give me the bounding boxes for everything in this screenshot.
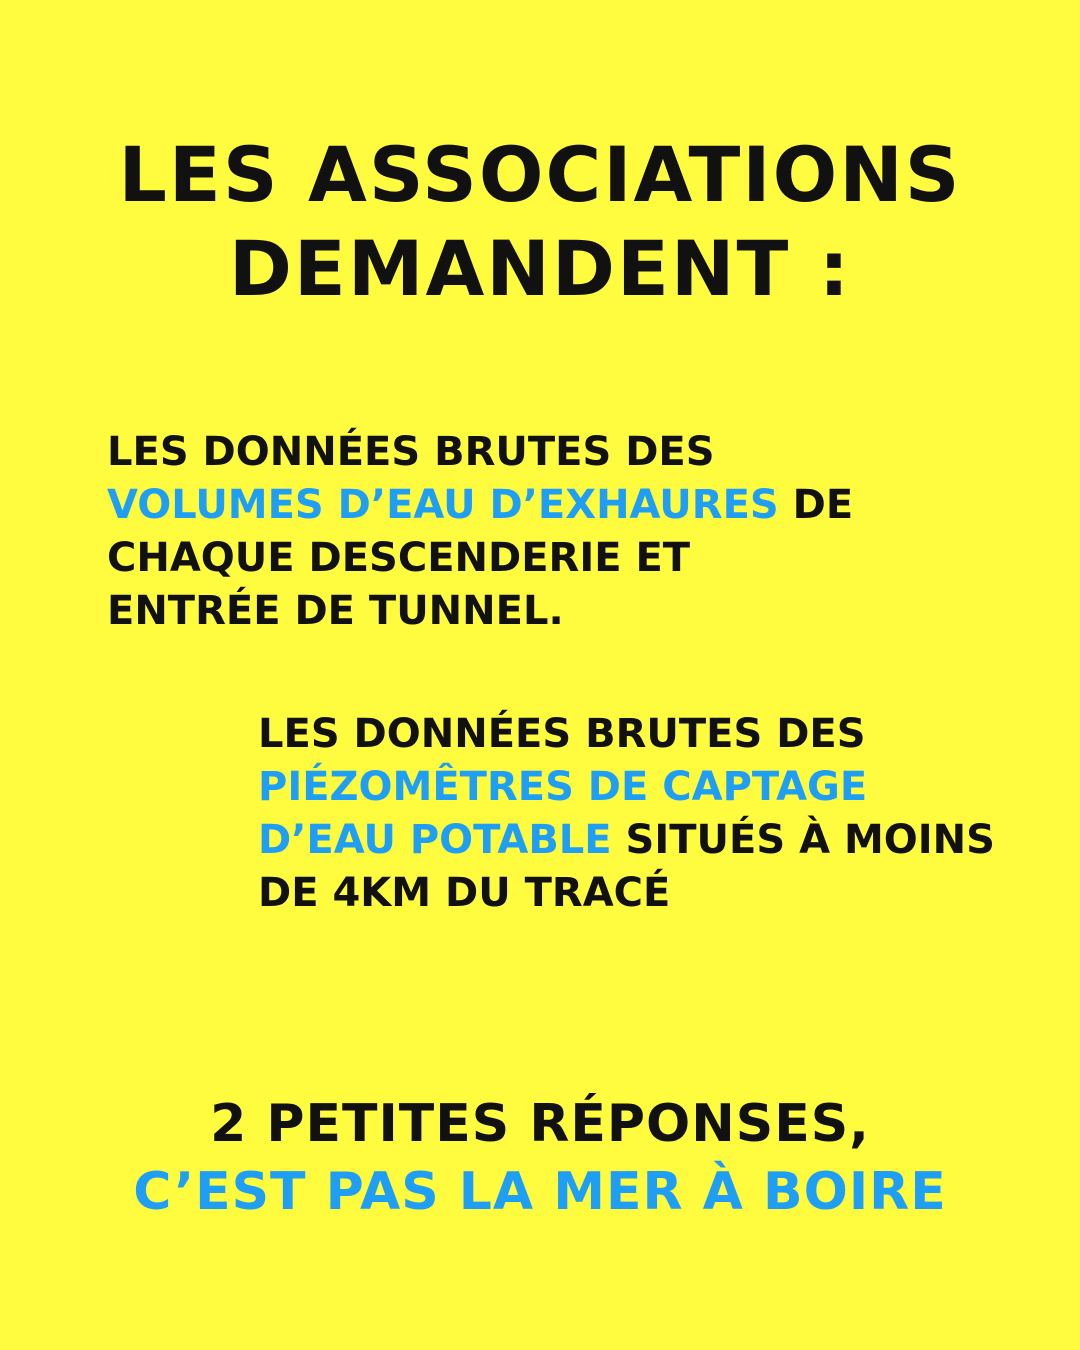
request-1-line-3: CHAQUE DESCENDERIE ET [107, 535, 691, 581]
request-2-line-3-rest: SITUÉS À MOINS [611, 817, 995, 863]
request-1-line-2 [107, 479, 853, 532]
title-line-1: LES ASSOCIATIONS [118, 130, 962, 219]
request-2-highlight-line-2: PIÉZOMÊTRES DE CAPTAGE [258, 764, 868, 810]
request-2-line-1: LES DONNÉES BRUTES DES [258, 711, 866, 757]
closing-line-1: 2 PETITES RÉPONSES, [210, 1094, 870, 1154]
request-1-line-4: ENTRÉE DE TUNNEL. [107, 588, 564, 634]
request-2-highlight-line-3: D’EAU POTABLE [258, 817, 612, 863]
request-2-line-4: DE 4KM DU TRACÉ [258, 870, 671, 916]
request-1-highlight: VOLUMES D’EAU D’EXHAURES [107, 482, 779, 528]
request-2-line-3 [258, 814, 995, 867]
request-piezometers [258, 708, 995, 920]
request-1-line-2-rest: DE [778, 482, 854, 528]
page-title [0, 128, 1080, 316]
title-line-2: DEMANDENT : [228, 224, 852, 313]
closing-line-2: C’EST PAS LA MER À BOIRE [133, 1162, 947, 1222]
request-1-line-1: LES DONNÉES BRUTES DES [107, 429, 715, 475]
closing-statement [0, 1090, 1080, 1226]
request-exhaure-volumes [107, 426, 853, 638]
